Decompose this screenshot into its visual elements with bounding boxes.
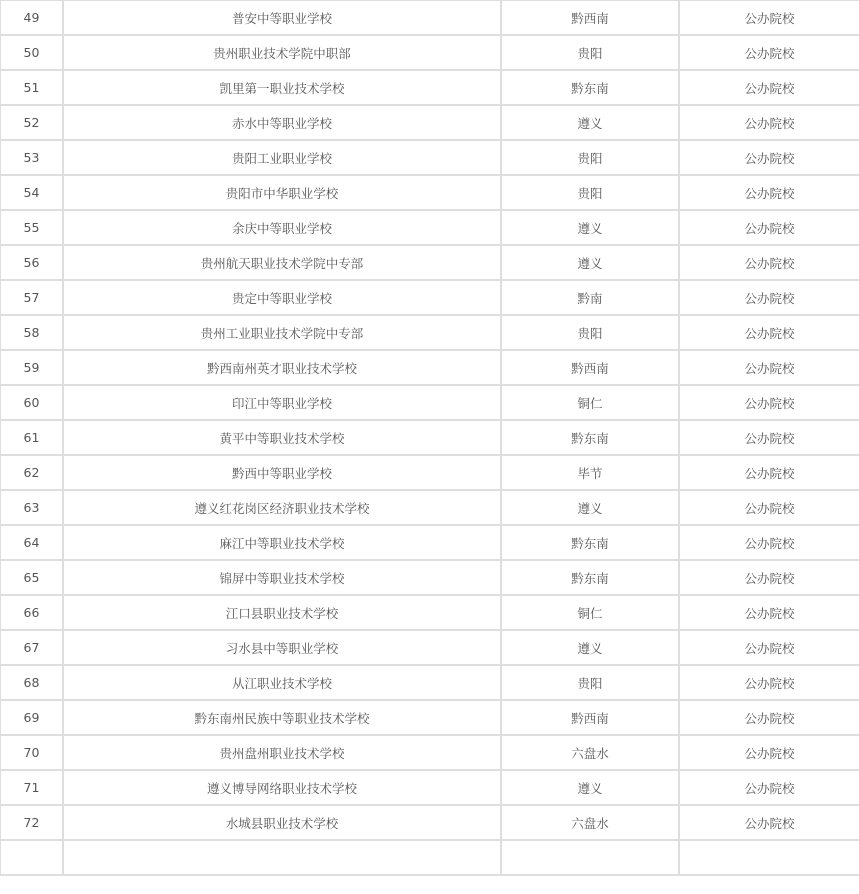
row-number-cell: 53 <box>0 140 63 175</box>
region-cell: 贵阳 <box>501 665 679 700</box>
row-number-cell: 49 <box>0 0 63 35</box>
table-row <box>0 560 859 595</box>
region-cell: 铜仁 <box>501 595 679 630</box>
table-row <box>0 315 859 350</box>
school-type-cell: 公办院校 <box>679 630 859 665</box>
school-type-cell: 公办院校 <box>679 770 859 805</box>
region-cell: 铜仁 <box>501 385 679 420</box>
school-name-cell: 凯里第一职业技术学校 <box>63 70 501 105</box>
row-number-cell: 70 <box>0 735 63 770</box>
table-row <box>0 665 859 700</box>
table-row <box>0 280 859 315</box>
school-name-cell: 赤水中等职业学校 <box>63 105 501 140</box>
table-row <box>0 35 859 70</box>
region-cell: 黔西南 <box>501 0 679 35</box>
table-row <box>0 245 859 280</box>
row-number-cell: 51 <box>0 70 63 105</box>
region-cell: 遵义 <box>501 210 679 245</box>
table-row <box>0 70 859 105</box>
row-number-cell: 67 <box>0 630 63 665</box>
region-cell: 贵阳 <box>501 140 679 175</box>
row-number-cell: 68 <box>0 665 63 700</box>
school-name-cell: 印江中等职业学校 <box>63 385 501 420</box>
region-cell: 黔东南 <box>501 525 679 560</box>
row-number-cell: 62 <box>0 455 63 490</box>
school-type-cell: 公办院校 <box>679 175 859 210</box>
table-row <box>0 700 859 735</box>
school-type-cell: 公办院校 <box>679 315 859 350</box>
school-name-cell: 贵阳市中华职业学校 <box>63 175 501 210</box>
table-row <box>0 420 859 455</box>
row-number-cell: 57 <box>0 280 63 315</box>
school-type-cell: 公办院校 <box>679 245 859 280</box>
row-number-cell: 50 <box>0 35 63 70</box>
school-name-cell: 遵义红花岗区经济职业技术学校 <box>63 490 501 525</box>
school-type-cell: 公办院校 <box>679 665 859 700</box>
row-number-cell: 56 <box>0 245 63 280</box>
row-number-cell: 71 <box>0 770 63 805</box>
region-cell: 贵阳 <box>501 175 679 210</box>
school-name-cell: 黔西中等职业学校 <box>63 455 501 490</box>
row-number-cell: 58 <box>0 315 63 350</box>
school-type-cell: 公办院校 <box>679 140 859 175</box>
school-type-cell: 公办院校 <box>679 105 859 140</box>
school-type-cell: 公办院校 <box>679 490 859 525</box>
region-cell: 遵义 <box>501 630 679 665</box>
table-row <box>0 595 859 630</box>
table-row <box>0 525 859 560</box>
row-number-cell: 55 <box>0 210 63 245</box>
table-row <box>0 490 859 525</box>
school-type-cell: 公办院校 <box>679 70 859 105</box>
table-row <box>0 210 859 245</box>
school-type-cell: 公办院校 <box>679 805 859 840</box>
row-number-cell: 61 <box>0 420 63 455</box>
school-name-cell: 锦屏中等职业技术学校 <box>63 560 501 595</box>
empty-cell <box>501 840 679 875</box>
region-cell: 遵义 <box>501 105 679 140</box>
school-name-cell: 黔西南州英才职业技术学校 <box>63 350 501 385</box>
row-number-cell: 54 <box>0 175 63 210</box>
region-cell: 黔东南 <box>501 70 679 105</box>
table-row <box>0 770 859 805</box>
region-cell: 黔南 <box>501 280 679 315</box>
row-number-cell: 65 <box>0 560 63 595</box>
row-number-cell: 66 <box>0 595 63 630</box>
table-row <box>0 805 859 840</box>
school-name-cell: 习水县中等职业学校 <box>63 630 501 665</box>
region-cell: 遵义 <box>501 490 679 525</box>
region-cell: 六盘水 <box>501 805 679 840</box>
region-cell: 遵义 <box>501 245 679 280</box>
table-row <box>0 140 859 175</box>
school-name-cell: 从江职业技术学校 <box>63 665 501 700</box>
table-row <box>0 0 859 35</box>
school-name-cell: 遵义博导网络职业技术学校 <box>63 770 501 805</box>
table-row <box>0 630 859 665</box>
row-number-cell: 52 <box>0 105 63 140</box>
school-name-cell: 贵定中等职业学校 <box>63 280 501 315</box>
school-type-cell: 公办院校 <box>679 385 859 420</box>
school-name-cell: 江口县职业技术学校 <box>63 595 501 630</box>
school-name-cell: 贵州工业职业技术学院中专部 <box>63 315 501 350</box>
school-type-cell: 公办院校 <box>679 210 859 245</box>
school-type-cell: 公办院校 <box>679 455 859 490</box>
school-name-cell: 贵阳工业职业学校 <box>63 140 501 175</box>
school-type-cell: 公办院校 <box>679 350 859 385</box>
row-number-cell: 60 <box>0 385 63 420</box>
region-cell: 黔东南 <box>501 560 679 595</box>
row-number-cell: 63 <box>0 490 63 525</box>
school-name-cell: 普安中等职业学校 <box>63 0 501 35</box>
row-number-cell: 69 <box>0 700 63 735</box>
table-row <box>0 175 859 210</box>
region-cell: 黔西南 <box>501 350 679 385</box>
school-type-cell: 公办院校 <box>679 735 859 770</box>
school-name-cell: 水城县职业技术学校 <box>63 805 501 840</box>
region-cell: 贵阳 <box>501 35 679 70</box>
empty-cell <box>0 840 63 875</box>
school-name-cell: 黄平中等职业技术学校 <box>63 420 501 455</box>
school-type-cell: 公办院校 <box>679 420 859 455</box>
school-type-cell: 公办院校 <box>679 0 859 35</box>
table-row <box>0 385 859 420</box>
region-cell: 黔西南 <box>501 700 679 735</box>
table-row <box>0 105 859 140</box>
table-row <box>0 350 859 385</box>
region-cell: 黔东南 <box>501 420 679 455</box>
row-number-cell: 59 <box>0 350 63 385</box>
table-row <box>0 455 859 490</box>
region-cell: 毕节 <box>501 455 679 490</box>
region-cell: 遵义 <box>501 770 679 805</box>
school-type-cell: 公办院校 <box>679 35 859 70</box>
row-number-cell: 72 <box>0 805 63 840</box>
school-name-cell: 贵州职业技术学院中职部 <box>63 35 501 70</box>
empty-cell <box>63 840 501 875</box>
school-type-cell: 公办院校 <box>679 560 859 595</box>
school-type-cell: 公办院校 <box>679 525 859 560</box>
school-type-cell: 公办院校 <box>679 700 859 735</box>
school-type-cell: 公办院校 <box>679 595 859 630</box>
school-type-cell: 公办院校 <box>679 280 859 315</box>
school-name-cell: 黔东南州民族中等职业技术学校 <box>63 700 501 735</box>
row-number-cell: 64 <box>0 525 63 560</box>
table-row <box>0 735 859 770</box>
school-name-cell: 余庆中等职业学校 <box>63 210 501 245</box>
school-name-cell: 贵州盘州职业技术学校 <box>63 735 501 770</box>
region-cell: 六盘水 <box>501 735 679 770</box>
school-name-cell: 麻江中等职业技术学校 <box>63 525 501 560</box>
empty-cell <box>679 840 859 875</box>
school-name-cell: 贵州航天职业技术学院中专部 <box>63 245 501 280</box>
table-row-partial <box>0 840 859 875</box>
region-cell: 贵阳 <box>501 315 679 350</box>
